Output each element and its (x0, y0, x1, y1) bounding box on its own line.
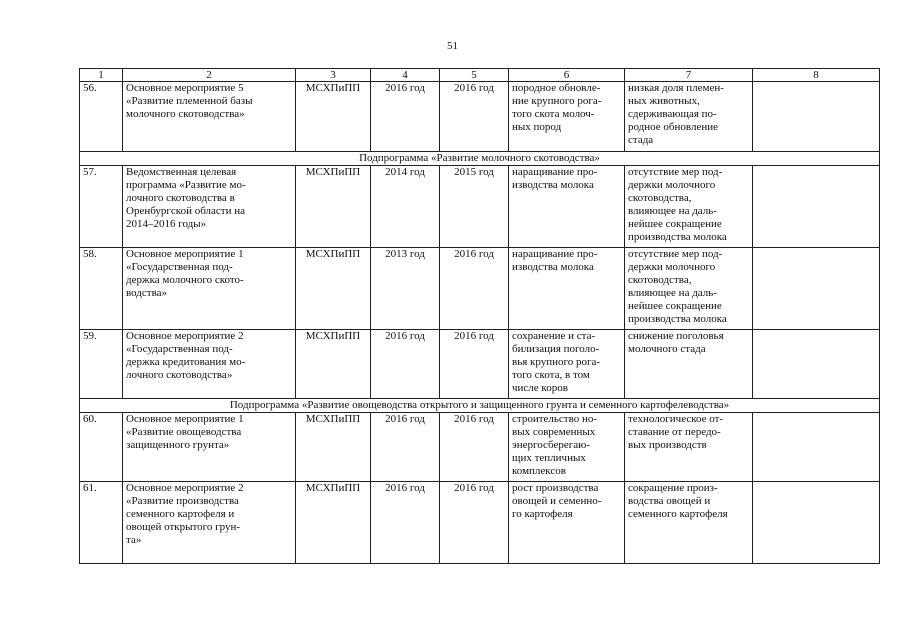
executor: МСХПиПП (296, 248, 371, 330)
end-year: 2016 год (440, 413, 509, 482)
start-year: 2014 год (371, 166, 440, 248)
table-row (80, 248, 880, 330)
start-year: 2016 год (371, 482, 440, 564)
expected-result: наращивание про- изводства молока (509, 166, 625, 248)
start-year: 2016 год (371, 413, 440, 482)
expected-result: наращивание про- изводства молока (509, 248, 625, 330)
col-header-2: 2 (123, 69, 296, 82)
start-year: 2016 год (371, 82, 440, 152)
col-header-6: 6 (509, 69, 625, 82)
executor: МСХПиПП (296, 166, 371, 248)
section-row (80, 399, 880, 413)
row-number: 57. (80, 166, 123, 248)
header-row (80, 69, 880, 82)
expected-result: рост производства овощей и семенно- го картофеля (509, 482, 625, 564)
start-year: 2016 год (371, 330, 440, 399)
expected-result: сохранение и ста- билизация поголо- вья крупного рога- того скота, в том числе коров (509, 330, 625, 399)
row-number: 60. (80, 413, 123, 482)
link-cell (753, 82, 880, 152)
link-cell (753, 248, 880, 330)
consequence: низкая доля племен- ных животных, сдерживающая по- родное обновление стада (625, 82, 753, 152)
executor: МСХПиПП (296, 413, 371, 482)
consequence: технологическое от- ставание от передо- вых производств (625, 413, 753, 482)
page-number: 51 (447, 40, 458, 52)
section-row (80, 152, 880, 166)
consequence: отсутствие мер под- держки молочного скотоводства, влияющее на даль- нейшее сокращение производства молока (625, 166, 753, 248)
link-cell (753, 482, 880, 564)
table-row (80, 82, 880, 152)
row-number: 59. (80, 330, 123, 399)
col-header-3: 3 (296, 69, 371, 82)
col-header-5: 5 (440, 69, 509, 82)
row-number: 61. (80, 482, 123, 564)
row-number: 58. (80, 248, 123, 330)
col-header-4: 4 (371, 69, 440, 82)
end-year: 2016 год (440, 330, 509, 399)
table-row (80, 482, 880, 564)
table-row (80, 166, 880, 248)
subprogram-title: Подпрограмма «Развитие овощеводства открытого и защищенного грунта и семенного картофелеводства» (80, 399, 880, 413)
consequence: сокращение произ- водства овощей и семенного картофеля (625, 482, 753, 564)
activity-name: Основное мероприятие 1 «Развитие овощеводства защищенного грунта» (123, 413, 296, 482)
link-cell (753, 413, 880, 482)
executor: МСХПиПП (296, 82, 371, 152)
end-year: 2016 год (440, 82, 509, 152)
activity-name: Ведомственная целевая программа «Развитие мо- лочного скотоводства в Оренбургской области на 2014–2016 годы» (123, 166, 296, 248)
col-header-1: 1 (80, 69, 123, 82)
activity-name: Основное мероприятие 5 «Развитие племенной базы молочного скотоводства» (123, 82, 296, 152)
executor: МСХПиПП (296, 482, 371, 564)
expected-result: строительство но- вых современных энергосберегаю- щих тепличных комплексов (509, 413, 625, 482)
executor: МСХПиПП (296, 330, 371, 399)
link-cell (753, 330, 880, 399)
end-year: 2015 год (440, 166, 509, 248)
activity-name: Основное мероприятие 2 «Развитие производства семенного картофеля и овощей открытого грун- та» (123, 482, 296, 564)
activity-name: Основное мероприятие 2 «Государственная под- держка кредитования мо- лочного скотоводства» (123, 330, 296, 399)
activity-name: Основное мероприятие 1 «Государственная под- держка молочного ското- водства» (123, 248, 296, 330)
consequence: отсутствие мер под- держки молочного скотоводства, влияющее на даль- нейшее сокращение производства молока (625, 248, 753, 330)
end-year: 2016 год (440, 248, 509, 330)
consequence: снижение поголовья молочного стада (625, 330, 753, 399)
activities-table (79, 68, 880, 564)
col-header-8: 8 (753, 69, 880, 82)
expected-result: породное обновле- ние крупного рога- того скота молоч- ных пород (509, 82, 625, 152)
table-row (80, 330, 880, 399)
end-year: 2016 год (440, 482, 509, 564)
start-year: 2013 год (371, 248, 440, 330)
table-row (80, 413, 880, 482)
subprogram-title: Подпрограмма «Развитие молочного скотоводства» (80, 152, 880, 166)
link-cell (753, 166, 880, 248)
row-number: 56. (80, 82, 123, 152)
col-header-7: 7 (625, 69, 753, 82)
